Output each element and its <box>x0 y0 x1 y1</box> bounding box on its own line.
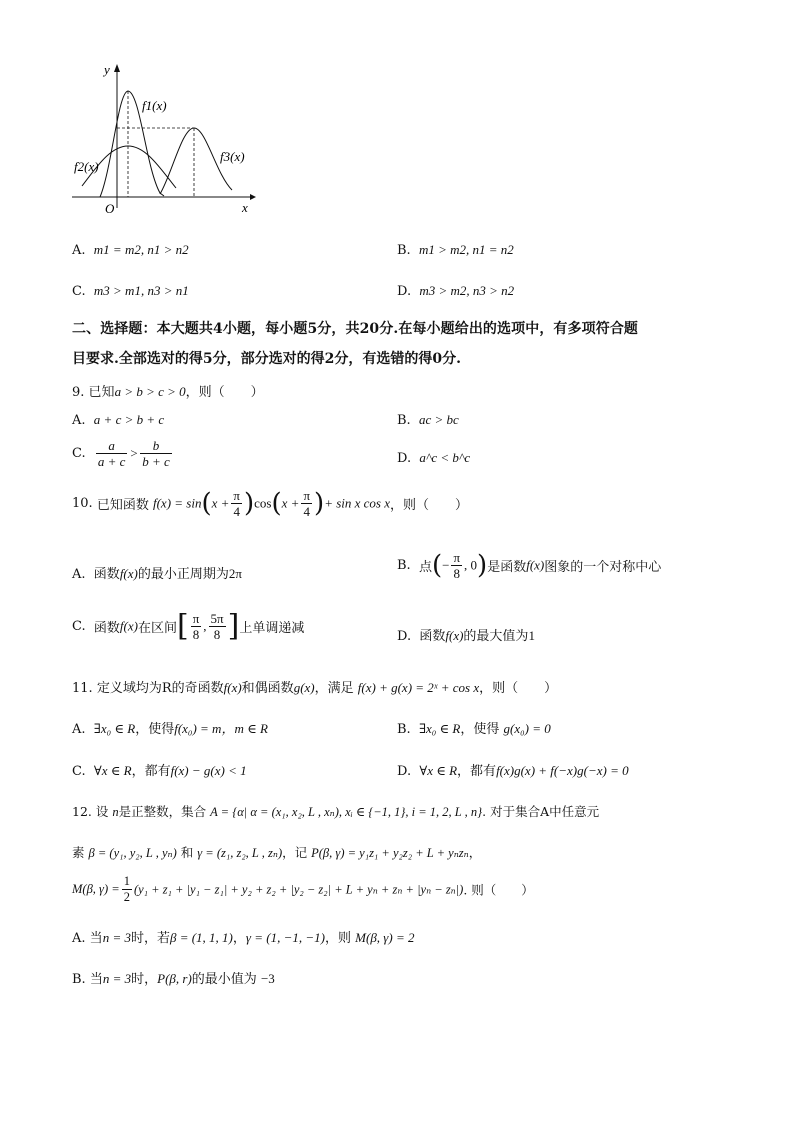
zero: , 0 <box>464 557 478 573</box>
section-2-instructions-line1: 二、选择题：本大题共4小题，每小题5分，共20分.在每小题给出的选项中，有多项符合题 <box>72 321 639 337</box>
option-text: 函数 <box>93 567 120 582</box>
option-math: ∃x₀ ∈ R <box>93 721 136 736</box>
stem-text: 素 <box>72 845 85 860</box>
stem-text: ，则（ ） <box>479 681 558 696</box>
stem-text: ，记 <box>282 845 308 860</box>
stem-math: β = (y₁, y₂, L , yₙ) <box>88 846 177 860</box>
option-text: 的最小正周期为 <box>137 567 229 582</box>
option-text: 函数 <box>93 621 120 636</box>
q9-option-d <box>397 450 470 466</box>
option-math: n = 3 <box>102 971 132 986</box>
arg: x + <box>281 495 300 511</box>
fraction-pi-over-4: $\frac{\pi}{4}$ <box>233 488 240 519</box>
q9-option-a <box>72 412 164 428</box>
q11-option-c <box>72 760 247 779</box>
f3-label: f3(x) <box>220 149 245 164</box>
option-label: A. <box>72 567 86 582</box>
q9-option-c <box>72 438 174 469</box>
option-label: A. <box>72 413 86 428</box>
q12-option-b <box>72 968 275 987</box>
section-2-instructions-line2: 目要求.全部选对的得5分，部分选对的得2分，有选错的得0分. <box>72 351 461 367</box>
option-text: ，都有 <box>131 764 171 779</box>
question-number: 11. <box>72 681 93 696</box>
option-text: m3 > m2, n3 > n2 <box>419 283 515 298</box>
option-text: m3 > m1, n3 > n1 <box>93 283 189 298</box>
option-text: ，则 <box>325 931 352 946</box>
y-axis-arrow <box>114 64 120 72</box>
option-label: C. <box>72 284 86 299</box>
stem-math: (y₁ + z₁ + |y₁ − z₁| + y₂ + z₂ + |y₂ − z₂| + L + yₙ + zₙ + |yₙ − zₙ|) <box>133 882 464 897</box>
option-math: ∃x₀ ∈ R <box>418 721 461 736</box>
option-math: γ = (1, −1, −1) <box>245 930 326 945</box>
option-math: 1 <box>528 628 535 643</box>
stem-math: A = {α| α = (x₁, x₂, L , xₙ), xᵢ ∈ {−1, 1}, i = 1, 2, L , n} <box>210 805 483 819</box>
option-text: 当 <box>89 972 103 987</box>
stem-text: . 则（ ） <box>463 882 534 898</box>
option-math: M(β, γ) = 2 <box>355 930 415 945</box>
stem-text: . 对于集合A中任意元 <box>482 804 600 819</box>
option-text: ac > bc <box>418 412 459 427</box>
option-math: 2π <box>228 566 242 581</box>
q10-option-c: C. 函数f(x)在区间[ $\frac{\pi}{8}$ , $\frac{5\pi}{8}$ ]上单调递减 <box>72 608 305 644</box>
q11-option-a <box>72 718 268 737</box>
option-label: B. <box>72 972 86 987</box>
option-label: A. <box>72 243 86 258</box>
option-math: n = 3 <box>102 930 131 945</box>
option-text: ， <box>232 931 246 946</box>
stem-text: ， <box>468 845 482 860</box>
option-text: ，都有 <box>457 764 497 779</box>
option-math: f(x)g(x) + f(−x)g(−x) = 0 <box>496 763 629 778</box>
stem-text: ，则（ ） <box>390 498 469 513</box>
arg: x + <box>211 495 230 511</box>
relation: > <box>129 445 139 461</box>
stem-text: 定义域均为R的奇函数 <box>96 681 224 696</box>
q10-option-d <box>397 625 535 644</box>
stem-text: 是正整数，集合 <box>118 804 207 819</box>
q11-option-d <box>397 760 629 779</box>
q8-option-c <box>72 283 189 299</box>
option-math: g(x₀) = 0 <box>503 721 551 736</box>
option-text: 点 <box>418 560 432 575</box>
minus: − <box>442 557 450 573</box>
stem-math: + sin x cos x <box>324 495 390 511</box>
option-text: 图象的一个对称中心 <box>544 560 662 575</box>
q10-option-b: B. 点(− $\frac{\pi}{8}$ , 0)是函数f(x)图象的一个对称中心 <box>397 550 662 581</box>
option-label: C. <box>72 764 86 779</box>
option-label: B. <box>397 722 411 737</box>
option-text: 的最小值为 <box>191 972 257 987</box>
option-math: f(x) <box>445 628 464 643</box>
option-label: B. <box>397 558 411 573</box>
stem-text: 和 <box>180 845 194 860</box>
option-label: D. <box>397 284 412 299</box>
option-text: 函数 <box>419 629 446 644</box>
option-math: ∀x ∈ R <box>419 763 458 778</box>
q8-option-d <box>397 283 514 299</box>
x-axis-label: x <box>242 200 248 215</box>
stem-text: 已知函数 <box>96 498 149 513</box>
option-text: a + c > b + c <box>93 412 165 427</box>
q8-option-a <box>72 242 189 258</box>
question-number: 9. <box>72 385 85 400</box>
stem-text: 已知 <box>88 385 115 400</box>
q11-option-b <box>397 718 551 737</box>
stem-math: f(x) = sin <box>152 495 202 511</box>
option-label: D. <box>397 629 412 644</box>
option-math: β = (1, 1, 1) <box>169 930 233 945</box>
stem-text: 设 <box>95 804 109 819</box>
stem-math: f(x) + g(x) = 2ˣ + cos x <box>357 680 480 695</box>
option-text: m1 > m2, n1 = n2 <box>418 242 514 257</box>
q12-option-a <box>72 927 415 946</box>
stem-text: 和偶函数 <box>241 681 294 696</box>
option-text: 时， <box>131 972 158 987</box>
option-text: m1 = m2, n1 > n2 <box>93 242 189 257</box>
stem-math: a > b > c > 0 <box>114 384 186 399</box>
q12-line3 <box>72 874 534 905</box>
stem-math: g(x) <box>293 680 315 695</box>
stem-text: ，满足 <box>314 681 354 696</box>
option-label: C. <box>72 446 86 461</box>
function-graph <box>60 58 260 218</box>
option-math: ∀x ∈ R <box>93 763 132 778</box>
x-axis-arrow <box>250 194 256 200</box>
option-math: P(β, r) <box>157 971 192 986</box>
fraction-pi-over-8: $\frac{\pi}{8}$ <box>453 550 461 581</box>
option-text: 的最大值为 <box>463 629 529 644</box>
f2-label: f2(x) <box>74 159 99 174</box>
cos: cos <box>254 495 272 511</box>
option-text: 时，若 <box>130 931 170 946</box>
stem-math: f(x) <box>223 680 242 695</box>
f1-label: f1(x) <box>142 98 167 113</box>
option-label: B. <box>397 413 411 428</box>
option-math: −3 <box>260 971 275 986</box>
fraction-5pi-over-8: $\frac{5\pi}{8}$ <box>210 611 224 642</box>
fraction-pi-over-4: $\frac{\pi}{4}$ <box>303 488 311 519</box>
option-label: C. <box>72 619 86 634</box>
option-text: a^c < b^c <box>419 450 471 465</box>
question-number: 10. <box>72 496 93 511</box>
option-math: f(x) <box>119 618 138 634</box>
option-math: f(x) <box>119 566 138 581</box>
fraction-a-over-a-plus-c: $\frac{a}{a + c}$ <box>97 438 126 469</box>
question-number: 12. <box>72 804 92 819</box>
option-label: D. <box>397 764 412 779</box>
option-text: 是函数 <box>487 560 527 575</box>
q12-line1 <box>72 802 599 820</box>
q10-option-a <box>72 563 242 582</box>
y-axis-label: y <box>104 62 110 77</box>
option-label: B. <box>397 243 411 258</box>
option-text: ，使得 <box>460 722 500 737</box>
option-text: 上单调递减 <box>239 621 305 636</box>
fraction-one-half: $\frac{1}{2}$ <box>123 874 130 904</box>
comma: , <box>203 618 207 634</box>
origin-label: O <box>105 201 115 216</box>
option-math: f(x) <box>526 557 545 573</box>
option-text: 在区间 <box>137 621 177 636</box>
option-label: A. <box>72 931 86 946</box>
option-text: ，使得 <box>135 722 175 737</box>
stem-math: n <box>112 805 119 819</box>
option-text: 当 <box>89 931 103 946</box>
fraction-pi-over-8: $\frac{\pi}{8}$ <box>192 611 200 642</box>
fraction-b-over-b-plus-c: $\frac{b}{b + c}$ <box>142 438 170 469</box>
q12-line2 <box>72 843 481 861</box>
option-label: D. <box>397 451 412 466</box>
q11-stem <box>72 677 557 696</box>
option-math: f(x) − g(x) < 1 <box>170 763 247 778</box>
q10-stem: 10. 已知函数 f(x) = sin(x + $\frac{\pi}{4}$ )cos(x + $\frac{\pi}{4}$ )+ sin x cos x，则（ ） <box>72 488 469 519</box>
option-label: A. <box>72 722 86 737</box>
q9-stem <box>72 381 264 400</box>
stem-math: M(β, γ) = <box>72 882 120 896</box>
q9-option-b <box>397 412 459 428</box>
stem-math: γ = (z₁, z₂, L , zₙ) <box>197 846 283 860</box>
option-math: f(x₀) = m，m ∈ R <box>174 721 268 736</box>
q8-option-b <box>397 242 514 258</box>
stem-text: ，则（ ） <box>185 385 264 400</box>
stem-math: P(β, γ) = y₁z₁ + y₂z₂ + L + yₙzₙ <box>311 846 469 860</box>
